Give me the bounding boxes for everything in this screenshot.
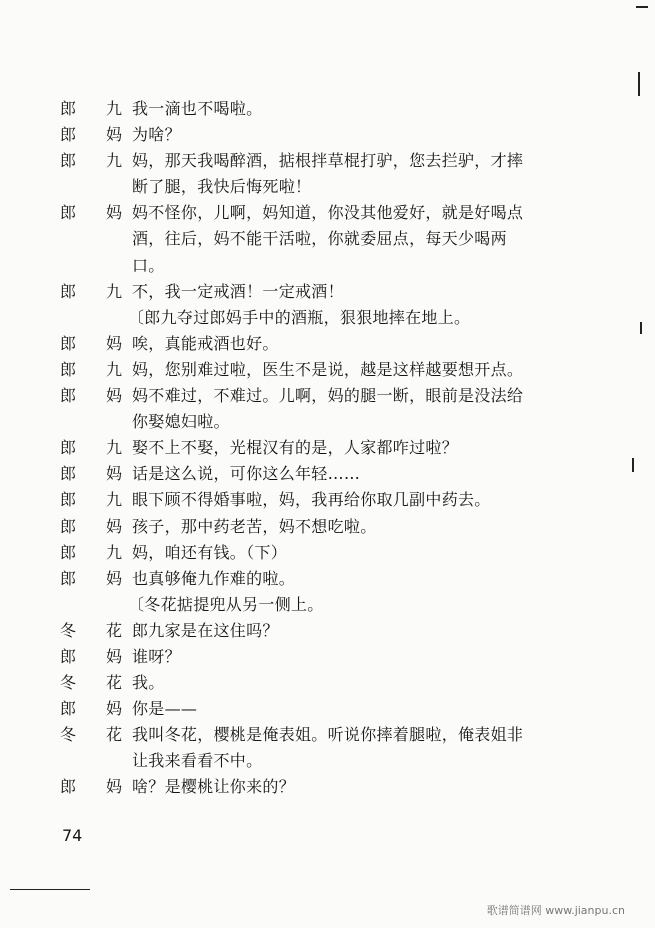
scan-mark <box>638 72 640 96</box>
dialogue-line <box>60 435 620 461</box>
speaker-char: 郎 <box>60 516 77 536</box>
speaker-char: 郎 <box>60 777 77 797</box>
dialogue-line <box>60 644 620 670</box>
speaker-char: 九 <box>105 542 122 562</box>
dialogue-text: 酒，往后，妈不能干活啦，你就委屈点，每天少喝两 <box>132 229 507 249</box>
speaker-name <box>60 279 122 305</box>
dialogue-line <box>60 122 620 148</box>
speaker-name <box>60 487 122 513</box>
speaker-char: 九 <box>105 99 122 118</box>
speaker-name <box>60 200 122 226</box>
stage-direction <box>60 592 620 618</box>
dialogue-line <box>60 566 620 592</box>
speaker-char: 郎 <box>60 699 77 719</box>
speaker-char: 花 <box>105 673 122 693</box>
dialogue-line <box>60 357 620 383</box>
dialogue-line <box>60 696 620 722</box>
speaker-name <box>60 696 122 722</box>
speaker-char: 九 <box>105 490 122 510</box>
speaker-char: 花 <box>105 725 122 745</box>
speaker-char: 郎 <box>60 125 77 145</box>
speaker-char: 妈 <box>105 464 122 484</box>
dialogue-line <box>60 148 620 174</box>
dialogue-line <box>60 253 620 279</box>
dialogue-line <box>60 200 620 226</box>
speaker-char: 妈 <box>105 568 122 588</box>
dialogue-text: 你是—— <box>132 699 198 719</box>
stage-direction-text: 〔冬花掂提兜从另一侧上。 <box>128 594 324 614</box>
dialogue-line <box>60 670 620 696</box>
speaker-name <box>60 331 122 357</box>
dialogue-line <box>60 748 620 774</box>
speaker-char: 郎 <box>60 203 77 223</box>
dialogue-text: 妈不难过，不难过。儿啊，妈的腿一断，眼前是没法给 <box>132 386 524 406</box>
dialogue-text: 郎九家是在这住吗？ <box>132 620 279 640</box>
scan-mark <box>632 458 634 472</box>
speaker-char: 郎 <box>60 568 77 588</box>
dialogue-text: 我一滴也不喝啦。 <box>132 99 263 118</box>
speaker-name <box>60 774 122 800</box>
speaker-char: 九 <box>105 359 122 379</box>
dialogue-text: 唉，真能戒酒也好。 <box>132 333 279 353</box>
dialogue-text: 口。 <box>132 255 165 275</box>
speaker-name <box>60 644 122 670</box>
scan-mark <box>636 6 648 8</box>
speaker-char: 花 <box>105 620 122 640</box>
dialogue-text: 妈，那天我喝醉酒，掂根拌草棍打驴，您去拦驴，才摔 <box>132 151 524 171</box>
speaker-char: 九 <box>105 438 122 458</box>
scan-mark <box>10 889 90 890</box>
dialogue-text: 妈不怪你，儿啊，妈知道，你没其他爱好，就是好喝点 <box>132 203 524 223</box>
dialogue-text: 我叫冬花，樱桃是俺表姐。听说你摔着腿啦，俺表姐非 <box>132 725 524 745</box>
speaker-name <box>60 461 122 487</box>
speaker-name <box>60 670 122 696</box>
speaker-char: 郎 <box>60 359 77 379</box>
dialogue-line <box>60 383 620 409</box>
dialogue-text: 让我来看看不中。 <box>132 751 263 771</box>
speaker-char: 冬 <box>60 725 77 745</box>
speaker-char: 妈 <box>105 203 122 223</box>
speaker-char: 郎 <box>60 490 77 510</box>
speaker-char: 妈 <box>105 125 122 145</box>
dialogue-text: 啥？是樱桃让你来的？ <box>132 777 296 797</box>
speaker-name <box>60 540 122 566</box>
dialogue-line <box>60 409 620 435</box>
speaker-name <box>60 435 122 461</box>
dialogue-block <box>60 96 620 801</box>
speaker-name <box>60 122 122 148</box>
dialogue-line <box>60 487 620 513</box>
dialogue-text: 谁呀？ <box>132 646 181 666</box>
dialogue-line <box>60 514 620 540</box>
page-number: 74 <box>62 826 83 845</box>
dialogue-text: 妈，您别难过啦，医生不是说，越是这样越要想开点。 <box>132 359 524 379</box>
dialogue-line <box>60 226 620 252</box>
speaker-char: 郎 <box>60 438 77 458</box>
speaker-char: 郎 <box>60 386 77 406</box>
speaker-name <box>60 618 122 644</box>
dialogue-line <box>60 174 620 200</box>
speaker-name <box>60 96 122 122</box>
speaker-name <box>60 148 122 174</box>
scan-mark <box>640 322 642 334</box>
dialogue-text: 也真够俺九作难的啦。 <box>132 568 296 588</box>
speaker-char: 妈 <box>105 386 122 406</box>
dialogue-line <box>60 96 620 122</box>
dialogue-text: 为啥？ <box>132 125 181 145</box>
speaker-char: 九 <box>105 281 122 301</box>
dialogue-line <box>60 540 620 566</box>
speaker-name <box>60 566 122 592</box>
speaker-char: 郎 <box>60 333 77 353</box>
dialogue-line <box>60 774 620 800</box>
speaker-char: 郎 <box>60 646 77 666</box>
dialogue-text: 我。 <box>132 673 165 693</box>
speaker-name <box>60 514 122 540</box>
speaker-char: 妈 <box>105 516 122 536</box>
dialogue-text: 娶不上不娶，光棍汉有的是，人家都咋过啦？ <box>132 438 459 458</box>
speaker-name <box>60 357 122 383</box>
speaker-char: 冬 <box>60 620 77 640</box>
speaker-name <box>60 383 122 409</box>
speaker-char: 郎 <box>60 99 77 118</box>
speaker-char: 九 <box>105 151 122 171</box>
dialogue-text: 眼下顾不得婚事啦，妈，我再给你取几副中药去。 <box>132 490 491 510</box>
speaker-char: 郎 <box>60 542 77 562</box>
dialogue-line <box>60 722 620 748</box>
speaker-char: 妈 <box>105 777 122 797</box>
dialogue-line <box>60 461 620 487</box>
speaker-char: 妈 <box>105 646 122 666</box>
speaker-name <box>60 722 122 748</box>
dialogue-line <box>60 279 620 305</box>
speaker-char: 郎 <box>60 281 77 301</box>
dialogue-line <box>60 331 620 357</box>
dialogue-text: 你娶媳妇啦。 <box>132 412 230 432</box>
speaker-char: 冬 <box>60 673 77 693</box>
dialogue-text: 不，我一定戒酒！一定戒酒！ <box>132 281 344 301</box>
dialogue-text: 话是这么说，可你这么年轻…… <box>132 464 361 484</box>
speaker-char: 郎 <box>60 464 77 484</box>
stage-direction-text: 〔郎九夺过郎妈手中的酒瓶，狠狠地摔在地上。 <box>128 307 471 327</box>
dialogue-line <box>60 618 620 644</box>
speaker-char: 妈 <box>105 699 122 719</box>
dialogue-text: 孩子，那中药老苦，妈不想吃啦。 <box>132 516 377 536</box>
dialogue-text: 妈，咱还有钱。（下） <box>132 542 288 562</box>
watermark: 歌谱简谱网 www.jianpu.cn <box>486 904 625 917</box>
speaker-char: 郎 <box>60 151 77 171</box>
stage-direction <box>60 305 620 331</box>
speaker-char: 妈 <box>105 333 122 353</box>
dialogue-text: 断了腿，我快后悔死啦！ <box>132 177 312 197</box>
